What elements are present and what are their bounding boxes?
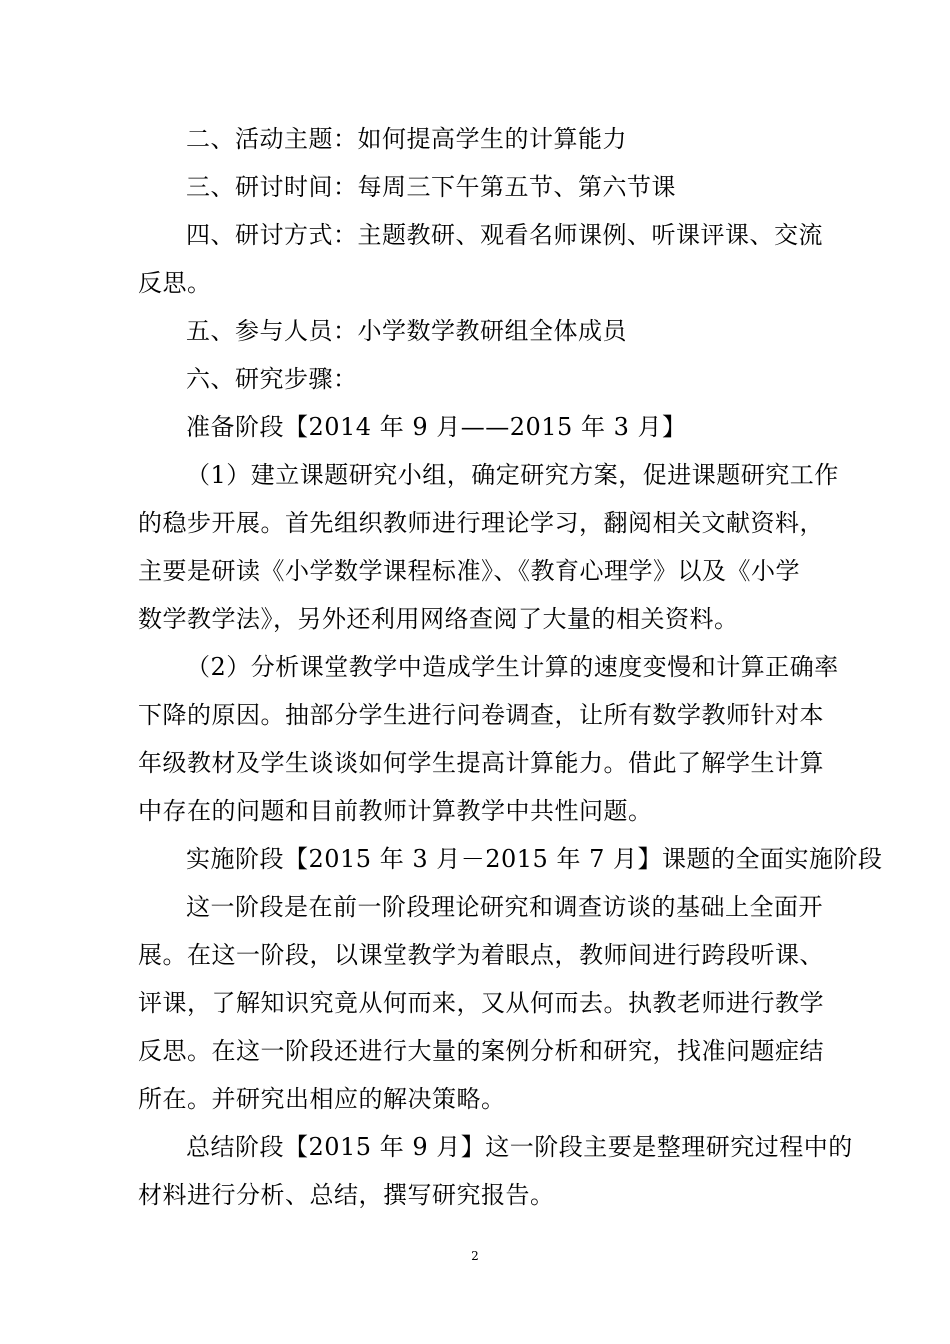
heading-activity-theme: 二、活动主题：如何提高学生的计算能力 [186,125,627,153]
stage-preparation-title: 准备阶段【2014 年 9 月——2015 年 3 月】 [186,413,687,441]
stage-implementation-title: 实施阶段【2015 年 3 月－2015 年 7 月】课题的全面实施阶段 [186,845,883,873]
text-line: 这一阶段是在前一阶段理论研究和调查访谈的基础上全面开 [186,893,823,921]
text-line: （2）分析课堂教学中造成学生计算的速度变慢和计算正确率 [186,653,839,681]
text-line: 年级教材及学生谈谈如何学生提高计算能力。借此了解学生计算 [138,749,824,777]
text-line: 主要是研读《小学数学课程标准》、《教育心理学》以及《小学 [138,557,800,585]
heading-participants: 五、参与人员：小学数学教研组全体成员 [186,317,627,345]
text-line: 反思。在这一阶段还进行大量的案例分析和研究，找准问题症结 [138,1037,824,1065]
text-line: 下降的原因。抽部分学生进行问卷调查，让所有数学教师针对本 [138,701,824,729]
text-line: 评课，了解知识究竟从何而来，又从何而去。执教老师进行教学 [138,989,824,1017]
page-number: 2 [471,1249,479,1263]
stage-summary-title: 总结阶段【2015 年 9 月】这一阶段主要是整理研究过程中的 [186,1133,853,1161]
heading-discussion-method: 四、研讨方式：主题教研、观看名师课例、听课评课、交流 [186,221,823,249]
heading-research-steps: 六、研究步骤： [186,365,358,393]
text-line: （1）建立课题研究小组，确定研究方案，促进课题研究工作 [186,461,839,489]
text-line: 反思。 [138,269,212,297]
text-line: 所在。并研究出相应的解决策略。 [138,1085,506,1113]
text-line: 展。在这一阶段，以课堂教学为着眼点，教师间进行跨段听课、 [138,941,824,969]
text-line: 材料进行分析、总结，撰写研究报告。 [138,1181,555,1209]
text-line: 数学教学法》，另外还利用网络查阅了大量的相关资料。 [138,605,739,633]
heading-discussion-time: 三、研讨时间：每周三下午第五节、第六节课 [186,173,676,201]
text-line: 的稳步开展。首先组织教师进行理论学习，翻阅相关文献资料， [138,509,824,537]
text-line: 中存在的问题和目前教师计算教学中共性问题。 [138,797,653,825]
